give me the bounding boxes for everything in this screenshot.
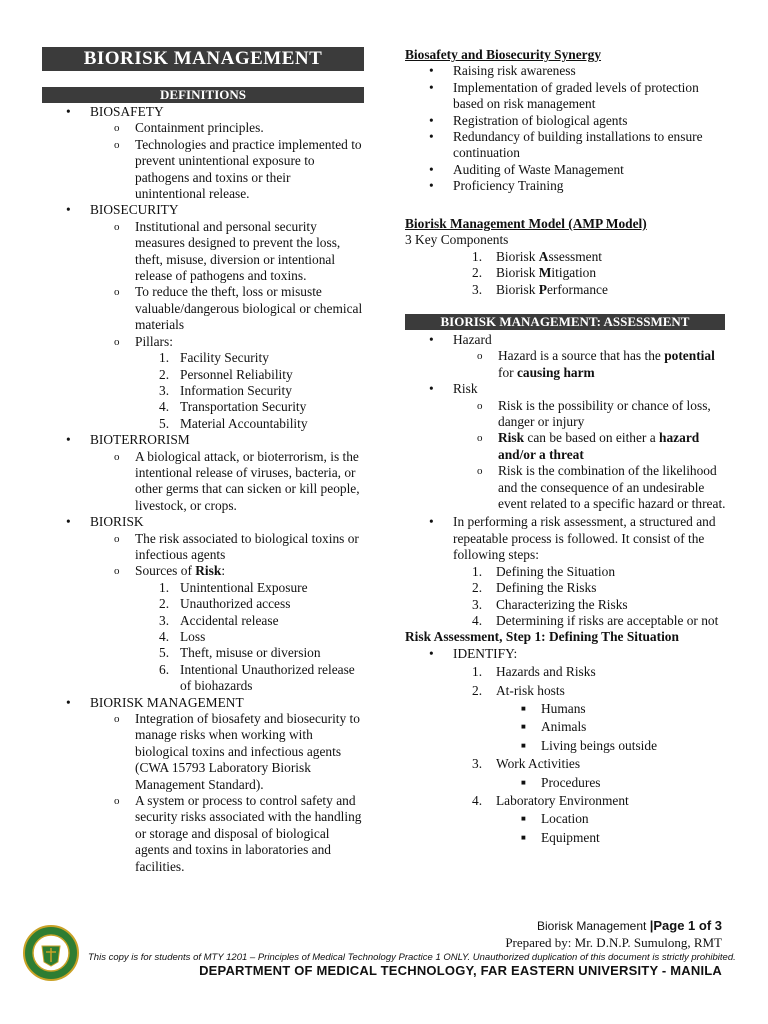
prepared-by: Prepared by: Mr. D.N.P. Sumulong, RMT: [505, 935, 722, 950]
list-item: ■ Location: [521, 811, 589, 827]
bullet-icon: •: [429, 332, 434, 347]
amp-heading: Biorisk Management Model (AMP Model): [405, 216, 647, 231]
circle-bullet-icon: o: [114, 286, 120, 299]
bullet-icon: •: [429, 79, 434, 95]
list-item: • Registration of biological agents: [429, 112, 628, 128]
list-item: • Implementation of graded levels of protection based on risk management: [429, 79, 699, 112]
circle-bullet-icon: o: [114, 138, 120, 151]
list-item: 3. Biorisk Performance: [472, 281, 608, 297]
list-item: ■ Equipment: [521, 829, 600, 845]
list-item: o Technologies and practice implemented to prevent unintentional exposure to pathogens and toxins or their unintentional release.: [114, 136, 362, 202]
square-bullet-icon: ■: [521, 832, 526, 842]
list-item: ■ Animals: [521, 719, 587, 735]
square-bullet-icon: ■: [521, 740, 526, 750]
bullet-icon: •: [429, 178, 434, 194]
list-item: 2. Defining the Risks: [472, 580, 597, 596]
term-risk: • Risk: [429, 381, 478, 397]
bullet-icon: •: [429, 112, 434, 128]
list-item: 2. Biorisk Mitigation: [472, 265, 597, 281]
list-item: o Hazard is a source that has the potential for causing harm: [477, 348, 715, 380]
bullet-icon: •: [429, 514, 434, 530]
square-bullet-icon: ■: [521, 703, 526, 713]
list-item: 1. Biorisk Assessment: [472, 248, 603, 264]
list-item: • Redundancy of building installations to ensure continuation: [429, 129, 703, 161]
list-item: 5. Theft, misuse or diversion: [159, 645, 321, 661]
list-item: o Integration of biosafety and biosecurity to manage risks when working with biological toxins and infectious agents (CWA 15793 Laboratory Biorisk Management Standard).: [114, 711, 360, 792]
bullet-icon: •: [66, 202, 71, 218]
amp-subtitle: 3 Key Components: [405, 232, 509, 248]
term-biosafety: • BIOSAFETY: [66, 104, 164, 119]
list-item: o Risk is the possibility or chance of loss, danger or injury: [477, 397, 711, 430]
circle-bullet-icon: o: [114, 450, 120, 463]
list-item: 2. At-risk hosts: [472, 682, 565, 698]
term-bioterrorism: • BIOTERRORISM: [66, 432, 190, 448]
list-item: 3. Characterizing the Risks: [472, 596, 628, 612]
step1-heading: Risk Assessment, Step 1: Defining The Situation: [405, 629, 679, 645]
list-item: • Raising risk awareness: [429, 63, 576, 79]
bullet-icon: •: [66, 104, 71, 119]
circle-bullet-icon: o: [114, 795, 120, 808]
list-item: o Risk is the combination of the likelihood and the consequence of an undesirable event related to a specific hazard or threat.: [477, 463, 726, 512]
list-item: 4. Loss: [159, 629, 206, 644]
page-indicator: Biorisk Management |Page 1 of 3: [536, 918, 722, 933]
identify-item: • IDENTIFY:: [429, 645, 518, 661]
list-item: 4. Determining if risks are acceptable or not: [472, 612, 719, 628]
circle-bullet-icon: o: [477, 465, 483, 478]
term-biosecurity: • BIOSECURITY: [66, 202, 179, 218]
list-item: 3. Information Security: [159, 382, 292, 398]
list-item: o Institutional and personal security measures designed to prevent the loss, theft, misuse, diversion or intentional release of pathogens and toxins.: [114, 218, 341, 284]
list-item: o The risk associated to biological toxins or infectious agents: [114, 530, 359, 562]
list-item: 4. Laboratory Environment: [472, 792, 629, 808]
copyright-notice: This copy is for students of MTY 1201 – Principles of Medical Technology Practice 1 ONLY. Unauthorized duplication of this document is strictly prohibited.: [88, 952, 736, 963]
university-seal-icon: [22, 918, 80, 988]
list-item: 3. Work Activities: [472, 756, 581, 772]
list-item: 5. Material Accountability: [159, 415, 308, 431]
bullet-icon: •: [429, 63, 434, 79]
bullet-icon: •: [66, 694, 71, 710]
list-item: o To reduce the theft, loss or misuste valuable/dangerous biological or chemical materials: [114, 284, 363, 333]
list-item: 1. Defining the Situation: [472, 563, 616, 579]
term-biorisk: • BIORISK: [66, 514, 144, 530]
assessment-header: BIORISK MANAGEMENT: ASSESSMENT: [405, 314, 725, 330]
department-name: DEPARTMENT OF MEDICAL TECHNOLOGY, FAR EASTERN UNIVERSITY - MANILA: [199, 963, 722, 978]
circle-bullet-icon: o: [114, 220, 120, 233]
list-item: o Containment principles.: [114, 120, 264, 136]
pillars-label: o Pillars:: [114, 333, 173, 349]
list-item: 2. Personnel Reliability: [159, 366, 293, 382]
circle-bullet-icon: o: [477, 350, 483, 363]
square-bullet-icon: ■: [521, 777, 526, 787]
square-bullet-icon: ■: [521, 814, 526, 824]
circle-bullet-icon: o: [114, 335, 120, 348]
list-item: 1. Facility Security: [159, 350, 269, 366]
list-item: ■ Living beings outside: [521, 737, 658, 753]
bullet-icon: •: [66, 432, 71, 448]
list-item: o A system or process to control safety and security risks associated with the handling or storage and disposal of biological agents and toxins in laboratories and facilities.: [114, 793, 362, 874]
circle-bullet-icon: o: [477, 432, 483, 445]
term-hazard: • Hazard: [429, 332, 492, 347]
circle-bullet-icon: o: [114, 713, 120, 726]
bullet-icon: •: [429, 645, 434, 661]
list-item: 4. Transportation Security: [159, 399, 307, 415]
circle-bullet-icon: o: [114, 532, 120, 545]
list-item: 2. Unauthorized access: [159, 596, 291, 612]
process-item: • In performing a risk assessment, a structured and repeatable process is followed. It consist of the following steps:: [429, 514, 716, 563]
circle-bullet-icon: o: [477, 399, 483, 412]
list-item: 6. Intentional Unauthorized release of biohazards: [159, 661, 355, 694]
list-item: 3. Accidental release: [159, 612, 279, 628]
bullet-icon: •: [429, 129, 434, 145]
synergy-heading: Biosafety and Biosecurity Synergy: [405, 47, 602, 62]
bullet-icon: •: [66, 514, 71, 530]
list-item: ■ Humans: [521, 700, 586, 716]
circle-bullet-icon: o: [114, 122, 120, 135]
circle-bullet-icon: o: [114, 565, 120, 578]
bullet-icon: •: [429, 161, 434, 177]
bullet-icon: •: [429, 381, 434, 397]
list-item: • Auditing of Waste Management: [429, 161, 624, 177]
square-bullet-icon: ■: [521, 722, 526, 732]
list-item: • Proficiency Training: [429, 178, 564, 194]
definitions-header: DEFINITIONS: [42, 87, 364, 103]
document-title: BIORISK MANAGEMENT: [42, 47, 364, 71]
list-item: ■ Procedures: [521, 774, 601, 790]
list-item: o Risk can be based on either a hazard and/or a threat: [477, 430, 700, 462]
list-item: o A biological attack, or bioterrorism, is the intentional release of viruses, bacteria, or other germs that can sicken or kill people, livestock, or crops.: [114, 448, 360, 513]
list-item: 1. Hazards and Risks: [472, 664, 596, 680]
list-item: 1. Unintentional Exposure: [159, 579, 308, 595]
term-biorisk-management: • BIORISK MANAGEMENT: [66, 694, 244, 710]
sources-label: o Sources of Risk:: [114, 563, 226, 579]
